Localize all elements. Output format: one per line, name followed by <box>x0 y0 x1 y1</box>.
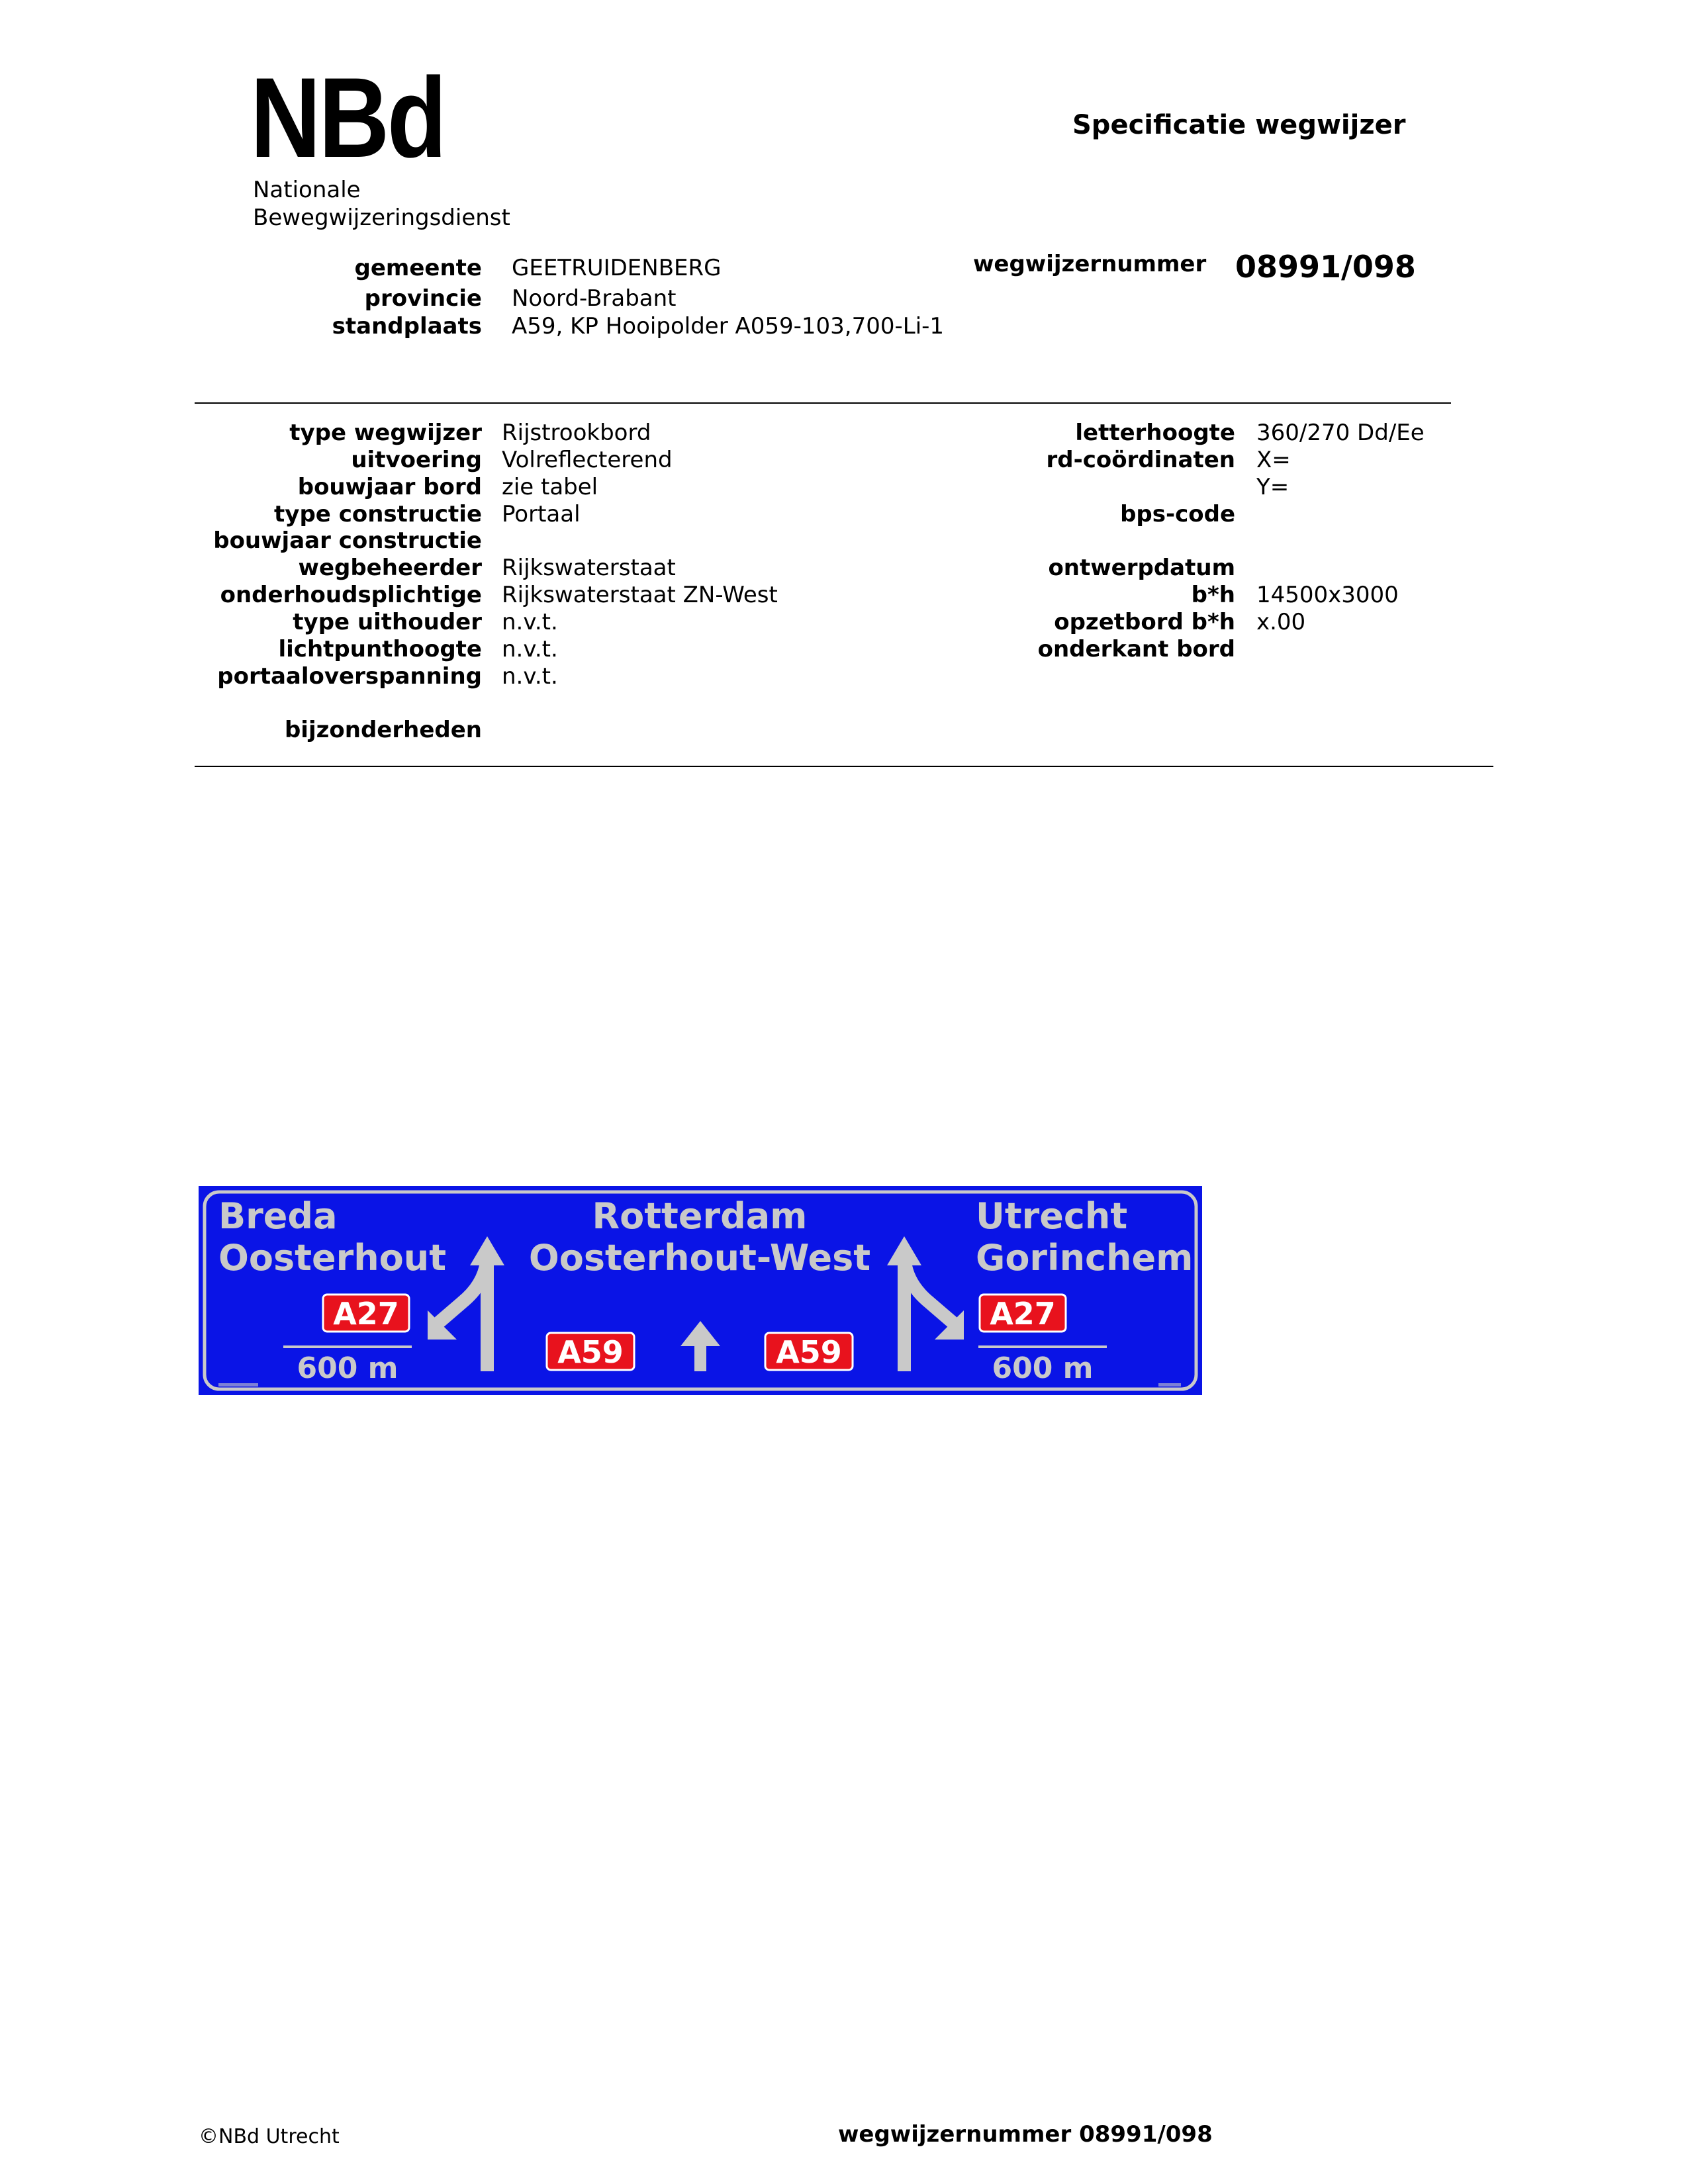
road-sign <box>199 1186 1202 1395</box>
shield-right-a27-text: A27 <box>990 1296 1056 1332</box>
footer-copyright: ©NBd Utrecht <box>199 2125 340 2148</box>
divider-bottom <box>195 766 1493 767</box>
bouwjaar-bord-value: zie tabel <box>502 474 598 500</box>
portaaloverspanning-value: n.v.t. <box>502 663 558 690</box>
bouwjaar-constructie-label: bouwjaar constructie <box>213 527 482 554</box>
provincie-label: provincie <box>364 285 482 312</box>
type-constructie-label: type constructie <box>274 501 482 527</box>
provincie-value: Noord-Brabant <box>512 285 677 312</box>
logo-subtitle-line1: Nationale <box>253 177 361 203</box>
shield-left-a27-text: A27 <box>333 1296 399 1332</box>
lichtpunthoogte-label: lichtpunthoogte <box>278 636 482 662</box>
type-wegwijzer-value: Rijstrookbord <box>502 420 651 446</box>
gemeente-label: gemeente <box>354 255 482 281</box>
sign-fineprint-left <box>218 1383 258 1387</box>
sign-right-line2: Gorinchem <box>976 1237 1194 1279</box>
opzetbord-label: opzetbord b*h <box>1054 609 1235 635</box>
ontwerpdatum-label: ontwerpdatum <box>1048 555 1235 581</box>
footer-reference: wegwijzernummer 08991/098 <box>838 2121 1213 2148</box>
page-title: Specificatie wegwijzer <box>1072 110 1406 140</box>
onderkant-bord-label: onderkant bord <box>1037 636 1235 662</box>
standplaats-label: standplaats <box>332 313 482 340</box>
rd-x-value: X= <box>1256 447 1291 473</box>
shield-center-left-a59-text: A59 <box>557 1334 624 1370</box>
bijzonderheden-label: bijzonderheden <box>284 717 482 743</box>
gemeente-value: GEETRUIDENBERG <box>512 255 722 281</box>
uitvoering-value: Volreflecterend <box>502 447 673 473</box>
letterhoogte-label: letterhoogte <box>1075 420 1235 446</box>
bps-code-label: bps-code <box>1120 501 1235 527</box>
lichtpunthoogte-value: n.v.t. <box>502 636 558 662</box>
divider-top <box>195 402 1451 404</box>
bh-label: b*h <box>1191 582 1235 608</box>
nbd-logo: NBd <box>250 54 445 181</box>
opzetbord-value: x.00 <box>1256 609 1306 635</box>
logo-subtitle-line2: Bewegwijzeringsdienst <box>253 205 510 231</box>
wegwijzernummer-value: 08991/098 <box>1235 249 1416 285</box>
rd-y-value: Y= <box>1256 474 1289 500</box>
portaaloverspanning-label: portaaloverspanning <box>217 663 482 690</box>
letterhoogte-value: 360/270 Dd/Ee <box>1256 420 1425 446</box>
bouwjaar-bord-label: bouwjaar bord <box>297 474 482 500</box>
sign-left-line1: Breda <box>218 1195 338 1237</box>
wegbeheerder-label: wegbeheerder <box>298 555 482 581</box>
type-constructie-value: Portaal <box>502 501 581 527</box>
sign-center-line1: Rotterdam <box>592 1195 808 1237</box>
wegwijzernummer-label: wegwijzernummer <box>973 251 1207 277</box>
sign-center-line2: Oosterhout-West <box>528 1237 871 1279</box>
sign-left-distance: 600 m <box>297 1351 399 1385</box>
standplaats-value: A59, KP Hooipolder A059-103,700-Li-1 <box>512 313 945 340</box>
bh-value: 14500x3000 <box>1256 582 1399 608</box>
type-uithouder-value: n.v.t. <box>502 609 558 635</box>
rd-coordinaten-label: rd-coördinaten <box>1046 447 1235 473</box>
type-wegwijzer-label: type wegwijzer <box>289 420 482 446</box>
wegbeheerder-value: Rijkswaterstaat <box>502 555 676 581</box>
onderhoudsplichtige-value: Rijkswaterstaat ZN-West <box>502 582 778 608</box>
sign-right-line1: Utrecht <box>976 1195 1128 1237</box>
shield-center-right-a59-text: A59 <box>776 1334 842 1370</box>
uitvoering-label: uitvoering <box>351 447 482 473</box>
sign-right-distance: 600 m <box>992 1351 1094 1385</box>
sign-left-line2: Oosterhout <box>218 1237 447 1279</box>
type-uithouder-label: type uithouder <box>293 609 482 635</box>
onderhoudsplichtige-label: onderhoudsplichtige <box>220 582 482 608</box>
sign-fineprint-right <box>1158 1383 1181 1387</box>
